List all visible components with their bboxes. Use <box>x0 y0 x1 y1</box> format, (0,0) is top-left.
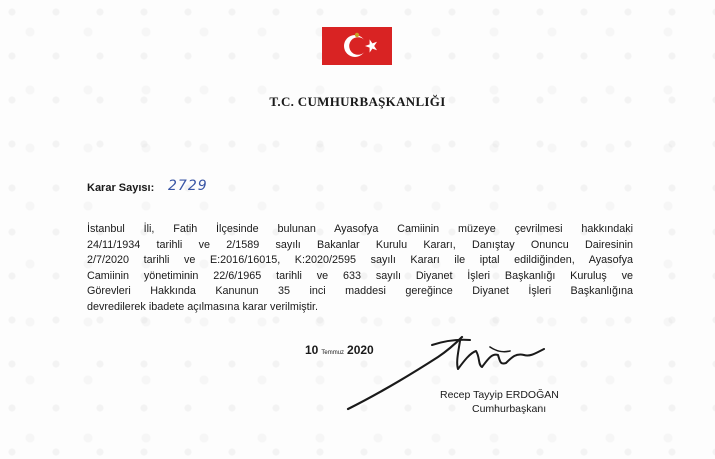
body-line: 2/7/2020 tarihli ve E:2016/16015, K:2020/2595 sayılı Kararı ile iptal edildiğinden, Ayasofya <box>87 254 633 267</box>
decision-number-label: Karar Sayısı: <box>87 182 155 194</box>
date-day: 10 <box>305 343 319 357</box>
page-title: T.C. CUMHURBAŞKANLIĞI <box>269 94 446 109</box>
turkish-flag-emblem <box>322 27 392 65</box>
body-line: devredilerek ibadete açılmasına karar verilmiştir. <box>87 300 319 313</box>
decision-number-handwritten: 2729 <box>168 178 208 194</box>
decision-body-text <box>87 222 633 316</box>
date-year: 2020 <box>347 343 374 357</box>
date-month: Temmuz <box>321 350 345 356</box>
signer-name: Recep Tayyip ERDOĞAN <box>440 389 559 401</box>
body-line: Görevleri Hakkında Kanunun 35 inci maddesi gereğince Diyanet İşleri Başkanlığına <box>87 285 633 298</box>
signer-title: Cumhurbaşkanı <box>472 403 547 415</box>
body-line: Camiinin yönetiminin 22/6/1965 tarihli ve 633 sayılı Diyanet İşleri Başkanlığı Kuruluş ve <box>87 269 633 282</box>
body-line: İstanbul İli, Fatih İlçesinde bulunan Ayasofya Camiinin müzeye çevrilmesi hakkındaki <box>87 223 633 235</box>
body-line: 24/11/1934 tarihli ve 2/1589 sayılı Bakanlar Kurulu Kararı, Danıştay Onuncu Dairesinin <box>87 238 633 251</box>
crescent-star-icon <box>322 27 392 65</box>
